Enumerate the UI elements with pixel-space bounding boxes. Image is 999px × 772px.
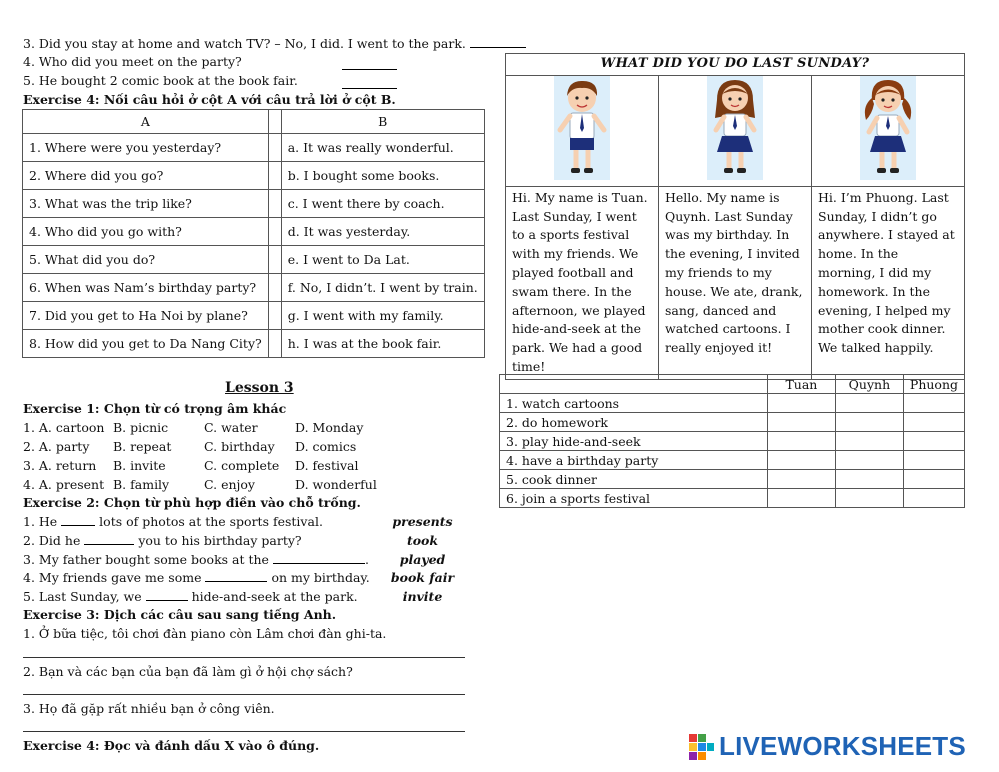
answer-cell[interactable]	[268, 134, 281, 162]
answer-blank[interactable]	[470, 36, 526, 48]
tick-box[interactable]	[835, 394, 903, 413]
option[interactable]: 3. A. return	[23, 458, 97, 473]
matching-table	[22, 109, 485, 358]
tick-box[interactable]	[835, 451, 903, 470]
table-row: 5. cook dinner	[500, 470, 965, 489]
column-b-header: B	[281, 110, 484, 134]
tick-box[interactable]	[767, 394, 835, 413]
tick-table	[499, 374, 965, 508]
answer-cell[interactable]	[268, 302, 281, 330]
girl-picture	[703, 76, 767, 180]
word-bank-item: took	[406, 533, 439, 548]
tick-box[interactable]	[767, 470, 835, 489]
tick-box[interactable]	[835, 470, 903, 489]
option[interactable]: D. festival	[295, 458, 359, 473]
tick-box[interactable]	[903, 432, 964, 451]
answer-cell[interactable]	[268, 218, 281, 246]
tick-box[interactable]	[767, 489, 835, 508]
tick-box[interactable]	[903, 489, 964, 508]
answer-blank[interactable]	[146, 589, 188, 601]
option[interactable]: D. wonderful	[295, 477, 377, 492]
tick-box[interactable]	[835, 489, 903, 508]
tick-box[interactable]	[903, 451, 964, 470]
option[interactable]: C. enjoy	[204, 477, 255, 492]
translate-sentence: 3. Họ đã gặp rất nhiều bạn ở công viên.	[23, 701, 275, 716]
answer-line[interactable]	[23, 657, 465, 658]
option[interactable]: 2. A. party	[23, 439, 90, 454]
fill-sentence: 3. My father bought some books at the .	[23, 552, 369, 567]
tick-box[interactable]	[767, 451, 835, 470]
translate-sentence: 1. Ở bữa tiệc, tôi chơi đàn piano còn Lâm chơi đàn ghi-ta.	[23, 626, 387, 641]
option[interactable]: B. repeat	[113, 439, 172, 454]
table-row: 2. Where did you go? b. I bought some books.	[23, 162, 485, 190]
tick-header-empty	[500, 375, 768, 394]
word-bank-item: invite	[402, 589, 443, 604]
table-row: 6. When was Nam’s birthday party? f. No, I didn’t. I went by train.	[23, 274, 485, 302]
table-row: 7. Did you get to Ha Noi by plane? g. I went with my family.	[23, 302, 485, 330]
option[interactable]: D. comics	[295, 439, 357, 454]
answer-blank[interactable]	[273, 552, 365, 564]
story-text-phuong: Hi. I’m Phuong. Last Sunday, I didn’t go anywhere. I stayed at home. In the morning, I did my homework. In the evening, I helped my mother cook dinner. We talked happily.	[812, 186, 965, 379]
word-bank-item: book fair	[390, 570, 455, 585]
story-table	[505, 53, 965, 380]
boy-picture	[550, 76, 614, 180]
option[interactable]: B. invite	[113, 458, 166, 473]
table-row: 2. do homework	[500, 413, 965, 432]
exercise3-title: Exercise 3: Dịch các câu sau sang tiếng Anh.	[23, 607, 337, 622]
tick-box[interactable]	[767, 413, 835, 432]
table-row: 4. have a birthday party	[500, 451, 965, 470]
liveworksheets-logo	[689, 731, 966, 761]
option[interactable]: 1. A. cartoon	[23, 420, 105, 435]
answer-blank[interactable]	[61, 514, 95, 526]
col-tuan: Tuan	[767, 375, 835, 394]
fill-sentence: 2. Did he you to his birthday party?	[23, 533, 302, 548]
table-row: 8. How did you get to Da Nang City? h. I was at the book fair.	[23, 330, 485, 358]
table-row: 4. Who did you go with? d. It was yesterday.	[23, 218, 485, 246]
fill-sentence: 5. Last Sunday, we hide-and-seek at the park.	[23, 589, 358, 604]
option[interactable]: C. water	[204, 420, 258, 435]
table-row: 6. join a sports festival	[500, 489, 965, 508]
answer-blank[interactable]	[342, 58, 397, 70]
story-text-tuan: Hi. My name is Tuan. Last Sunday, I went to a sports festival with my friends. We played football and swam there. In the afternoon, we played hide-and-seek at the park. We had a good time!	[506, 186, 659, 379]
option[interactable]: B. picnic	[113, 420, 169, 435]
answer-cell[interactable]	[268, 274, 281, 302]
answer-cell[interactable]	[268, 190, 281, 218]
picture-cell	[506, 75, 659, 186]
option[interactable]: D. Monday	[295, 420, 364, 435]
col-phuong: Phuong	[903, 375, 964, 394]
logo-text: LIVEWORKSHEETS	[718, 731, 966, 761]
answer-line[interactable]	[23, 731, 465, 732]
column-a-header: A	[23, 110, 269, 134]
exercise4-title: Exercise 4: Nối câu hỏi ở cột A với câu trả lời ở cột B.	[23, 92, 396, 107]
picture-cell	[812, 75, 965, 186]
tick-box[interactable]	[835, 413, 903, 432]
logo-blocks-icon	[689, 732, 715, 762]
girl-pigtails-picture	[856, 76, 920, 180]
word-bank-item: presents	[392, 514, 453, 529]
answer-blank[interactable]	[84, 533, 134, 545]
answer-cell[interactable]	[268, 246, 281, 274]
fill-sentence: 4. My friends gave me some on my birthday.	[23, 570, 370, 585]
tick-box[interactable]	[903, 413, 964, 432]
option[interactable]: C. complete	[204, 458, 280, 473]
col-quynh: Quynh	[835, 375, 903, 394]
tick-box[interactable]	[903, 394, 964, 413]
exercise2-title: Exercise 2: Chọn từ phù hợp điền vào chỗ trống.	[23, 495, 361, 510]
table-row: 5. What did you do? e. I went to Da Lat.	[23, 246, 485, 274]
tick-box[interactable]	[903, 470, 964, 489]
translate-sentence: 2. Bạn và các bạn của bạn đã làm gì ở hội chợ sách?	[23, 664, 353, 679]
exercise1-title: Exercise 1: Chọn từ có trọng âm khác	[23, 401, 287, 416]
tick-box[interactable]	[835, 432, 903, 451]
picture-cell	[659, 75, 812, 186]
table-row: 3. play hide-and-seek	[500, 432, 965, 451]
table-row: 3. What was the trip like? c. I went there by coach.	[23, 190, 485, 218]
table-row: 1. watch cartoons	[500, 394, 965, 413]
answer-line[interactable]	[23, 694, 465, 695]
fill-sentence: 1. He lots of photos at the sports festival.	[23, 514, 323, 529]
answer-blank[interactable]	[342, 77, 397, 89]
table-row: 1. Where were you yesterday? a. It was really wonderful.	[23, 134, 485, 162]
answer-cell[interactable]	[268, 330, 281, 358]
option[interactable]: B. family	[113, 477, 170, 492]
top-line-5: 5. He bought 2 comic book at the book fair.	[23, 73, 298, 88]
lesson-title: Lesson 3	[225, 380, 294, 396]
answer-cell[interactable]	[268, 162, 281, 190]
answer-cell	[268, 110, 281, 134]
story-text-quynh: Hello. My name is Quynh. Last Sunday was my birthday. In the evening, I invited my friends to my house. We ate, drank, sang, danced and watched cartoons. I really enjoyed it!	[659, 186, 812, 379]
top-line-3: 3. Did you stay at home and watch TV? – No, I did. I went to the park.	[23, 36, 526, 51]
word-bank-item: played	[399, 552, 446, 567]
story-title: WHAT DID YOU DO LAST SUNDAY?	[506, 54, 965, 76]
answer-blank[interactable]	[205, 570, 267, 582]
top-line-4: 4. Who did you meet on the party?	[23, 54, 242, 69]
tick-box[interactable]	[767, 432, 835, 451]
option[interactable]: 4. A. present	[23, 477, 105, 492]
exercise4-read-title: Exercise 4: Đọc và đánh dấu X vào ô đúng.	[23, 738, 320, 753]
option[interactable]: C. birthday	[204, 439, 275, 454]
